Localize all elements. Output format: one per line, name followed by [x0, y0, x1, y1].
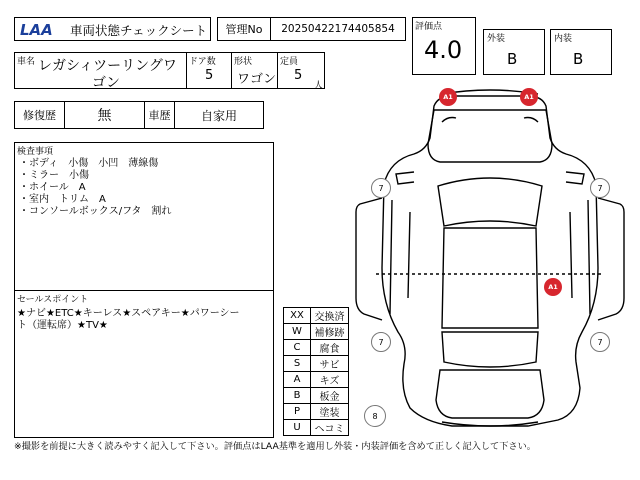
- spare-tire: 8: [364, 405, 386, 427]
- legend-row: [284, 372, 349, 388]
- capacity-unit: 人: [314, 81, 324, 91]
- legend-desc: 交換済: [311, 308, 349, 324]
- usage-label: 車歴: [144, 101, 175, 129]
- sales-line1: ★ナビ★ETC★キーレス★スペアキー★パワーシー: [17, 308, 240, 319]
- grade-label: 評価点: [415, 22, 443, 32]
- legend-row: [284, 388, 349, 404]
- legend-row: [284, 404, 349, 420]
- usage-value: 自家用: [174, 101, 264, 129]
- legend-desc: キズ: [311, 372, 349, 388]
- laa-logo: [19, 21, 63, 37]
- legend-desc: 板金: [311, 388, 349, 404]
- front-lights: [442, 118, 538, 123]
- windshield: [438, 178, 542, 226]
- interior-value: B: [573, 50, 584, 68]
- right-pillars: [570, 200, 590, 314]
- legend-code: U: [284, 420, 311, 436]
- rear-window: [442, 332, 538, 367]
- roof: [442, 228, 538, 328]
- damage-mark: A1: [544, 278, 562, 296]
- inspection-line: ・ボディ 小傷 小凹 薄線傷: [19, 158, 159, 169]
- legend-desc: ヘコミ: [311, 420, 349, 436]
- damage-legend: [283, 307, 349, 436]
- mgmt-no: 20250422174405854: [270, 17, 406, 41]
- wheel-rl: 7: [371, 332, 391, 352]
- left-mirror: [396, 172, 414, 184]
- footer-note: ※撮影を前提に大きく読みやすく記入して下さい。評価点はLAA基準を適用し外装・内装評価を含めて正しく記入して下さい。: [14, 441, 536, 452]
- legend-row: [284, 420, 349, 436]
- inspection-line: ・ミラー 小傷: [19, 170, 89, 181]
- damage-mark: A1: [520, 88, 538, 106]
- inspection-line: ・コンソールボックス/フタ 割れ: [19, 206, 172, 217]
- exterior-value: B: [507, 50, 518, 68]
- left-pillars: [390, 200, 410, 314]
- legend-code: W: [284, 324, 311, 340]
- vehicle-name-label: 車名: [17, 57, 36, 67]
- sheet-title: 車両状態チェックシート: [70, 23, 208, 38]
- hood: [428, 110, 552, 162]
- inspection-line: ・室内 トリム A: [19, 194, 106, 205]
- legend-code: P: [284, 404, 311, 420]
- car-diagram: [352, 88, 628, 438]
- svg-text:LAA: LAA: [20, 21, 53, 37]
- legend-desc: サビ: [311, 356, 349, 372]
- legend-code: C: [284, 340, 311, 356]
- legend-code: A: [284, 372, 311, 388]
- legend-desc: 腐食: [311, 340, 349, 356]
- legend-row: [284, 324, 349, 340]
- legend-desc: 補修跡: [311, 324, 349, 340]
- exterior-label: 外装: [487, 34, 506, 44]
- legend-row: [284, 308, 349, 324]
- right-side: [598, 198, 624, 320]
- repair-label: 修復歴: [14, 101, 65, 129]
- interior-label: 内装: [554, 34, 573, 44]
- repair-value: 無: [64, 101, 145, 129]
- shape-label: 形状: [234, 57, 253, 67]
- mgmt-label: 管理No: [217, 17, 271, 41]
- doors-label: ドア数: [189, 57, 216, 67]
- grade-value: 4.0: [424, 36, 463, 64]
- capacity-value: 5: [294, 68, 303, 83]
- damage-mark: A1: [439, 88, 457, 106]
- sales-line2: ト（運転席）★TV★: [17, 320, 108, 331]
- right-mirror: [566, 172, 584, 184]
- vehicle-name-line2: ゴン: [92, 75, 120, 91]
- legend-row: [284, 356, 349, 372]
- wheel-rr: 7: [590, 332, 610, 352]
- inspection-line: ・ホイール A: [19, 182, 86, 193]
- wheel-fr: 7: [590, 178, 610, 198]
- inspection-title: 検査事項: [17, 147, 54, 157]
- legend-code: S: [284, 356, 311, 372]
- sales-title: セールスポイント: [17, 295, 89, 305]
- body-outline: [382, 96, 598, 426]
- wheel-fl: 7: [371, 178, 391, 198]
- tailgate: [436, 370, 544, 418]
- shape-value: ワゴン: [237, 72, 277, 87]
- left-side: [356, 198, 382, 320]
- doors-value: 5: [205, 68, 214, 83]
- legend-code: B: [284, 388, 311, 404]
- legend-row: [284, 340, 349, 356]
- capacity-label: 定員: [280, 57, 299, 67]
- legend-code: XX: [284, 308, 311, 324]
- legend-desc: 塗装: [311, 404, 349, 420]
- vehicle-name-line1: レガシィツーリングワ: [38, 58, 177, 74]
- logo-mark-icon: [19, 21, 63, 37]
